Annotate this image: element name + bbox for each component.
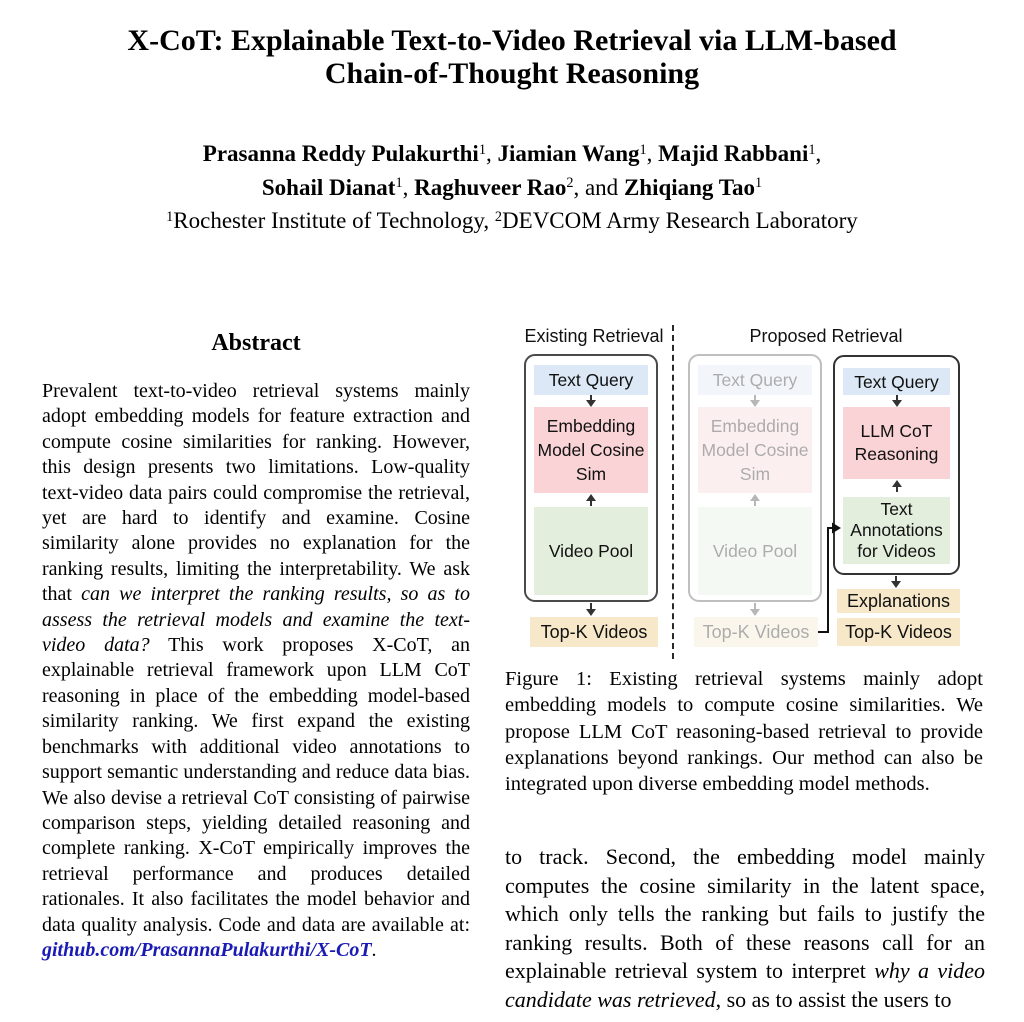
text-segment: , so as to assist the users to <box>715 986 952 1012</box>
arrow-up-icon <box>754 500 756 506</box>
text-segment: 1 <box>395 175 403 192</box>
text-segment: Jiamian Wang <box>497 141 640 166</box>
text-segment: 1 <box>808 141 816 158</box>
text-segment: 1 <box>478 141 486 158</box>
text-segment: can we interpret the ranking results, so as to assess the retrieval models and examine the text-video data? <box>42 583 470 657</box>
author-block <box>0 139 1024 240</box>
faded-embedding-model-block: Embedding Model Cosine Sim <box>698 407 812 493</box>
faded-top-k-videos-block: Top-K Videos <box>694 617 818 647</box>
proposed-top-k-videos-block: Top-K Videos <box>837 618 960 646</box>
author-line-2 <box>0 173 1024 207</box>
intro-paragraph <box>505 843 985 1015</box>
existing-text-query-block: Text Query <box>534 365 648 395</box>
existing-retrieval-header: Existing Retrieval <box>524 326 664 346</box>
left-column <box>42 329 470 963</box>
figure-1-caption: Figure 1: Existing retrieval systems mainly adopt embedding models to compute cosine similarities. We propose LLM CoT reasoning-based retrieval to provide explanations beyond rankings. Our method can also be integrated upon diverse embedding model methods. <box>505 668 983 796</box>
faded-pipeline-box <box>688 354 822 602</box>
text-segment: , <box>485 141 498 166</box>
arrow-down-icon <box>754 603 756 610</box>
explanations-block: Explanations <box>837 589 960 613</box>
paper-title-line-1: X-CoT: Explainable Text-to-Video Retrieval via LLM-based <box>127 24 897 57</box>
proposed-text-query-block: Text Query <box>843 368 950 395</box>
existing-video-pool-block: Video Pool <box>534 507 648 595</box>
text-segment: , <box>402 174 415 200</box>
text-segment: Majid Rabbani <box>658 141 809 166</box>
text-segment: why a video candidate was retrieved <box>505 958 985 1012</box>
faded-video-pool-block: Video Pool <box>698 507 812 595</box>
llm-cot-reasoning-block: LLM CoT Reasoning <box>843 407 950 479</box>
text-segment: 1 <box>639 141 647 158</box>
affiliation-line <box>0 206 1024 240</box>
text-segment: 1 <box>755 175 763 192</box>
text-annotations-block: Text Annotations for Videos <box>843 497 950 564</box>
arrow-up-icon <box>896 486 898 492</box>
faded-text-query-block: Text Query <box>698 365 812 395</box>
text-segment: 2 <box>494 208 503 225</box>
github-repo-link[interactable]: github.com/PrasannaPulakurthi/X-CoT <box>42 938 372 961</box>
existing-embedding-model-block: Embedding Model Cosine Sim <box>534 407 648 493</box>
figure-1-diagram <box>512 325 967 663</box>
text-segment: , and <box>573 174 624 200</box>
text-segment: Zhiqiang Tao <box>623 174 755 200</box>
proposed-retrieval-header: Proposed Retrieval <box>749 326 903 346</box>
arrow-down-icon <box>896 395 898 401</box>
arrow-down-icon <box>895 576 897 582</box>
text-segment: Rochester Institute of Technology, <box>173 208 495 233</box>
text-segment: 1 <box>166 208 174 225</box>
text-segment: Sohail Dianat <box>261 174 396 200</box>
text-segment: Prevalent text-to-video retrieval systems mainly adopt embedding models for feature extraction and compute cosine similarities for ranking. However, this design presents two limitations. Low-quality text-video data pairs could compromise the retrieval, yet are hard to identify and examine. Cosine similarity alone provides no explanation for the ranking results, limiting the interpretability. We ask that <box>42 380 470 606</box>
text-segment: Prasanna Reddy Pulakurthi <box>202 141 479 166</box>
text-segment: . <box>371 938 377 961</box>
arrow-down-icon <box>754 395 756 401</box>
paper-title-line-2: Chain-of-Thought Reasoning <box>324 57 700 90</box>
author-line-1 <box>0 139 1024 173</box>
text-segment: DEVCOM Army Research Laboratory <box>502 208 858 233</box>
text-segment: Raghuveer Rao <box>414 174 567 200</box>
text-segment: 2 <box>566 175 574 192</box>
paper-title <box>0 24 1024 90</box>
text-segment: , <box>646 141 659 166</box>
text-segment: This work proposes X-CoT, an explainable retrieval framework upon LLM CoT reasoning in place of the embedding model-based similarity ranking. We first expand the existing benchmarks with additional video annotations to support semantic understanding and reduce data bias. We also devise a retrieval CoT consisting of pairwise comparison steps, yielding detailed reasoning and complete ranking. X-CoT empirically improves the retrieval performance and produces detailed rationales. It also facilitates the model behavior and data quality analysis. Code and data are available at: <box>42 634 470 936</box>
proposed-pipeline-box <box>833 355 960 575</box>
existing-top-k-videos-block: Top-K Videos <box>530 617 658 647</box>
text-segment: to track. Second, the embedding model mainly computes the cosine similarity in the latent space, which only tells the ranking but fails to justify the ranking results. Both of these reasons call for an explainable retrieval system to interpret <box>505 844 985 984</box>
abstract-text <box>42 379 470 963</box>
text-segment: , <box>815 141 822 166</box>
abstract-heading: Abstract <box>211 330 301 356</box>
